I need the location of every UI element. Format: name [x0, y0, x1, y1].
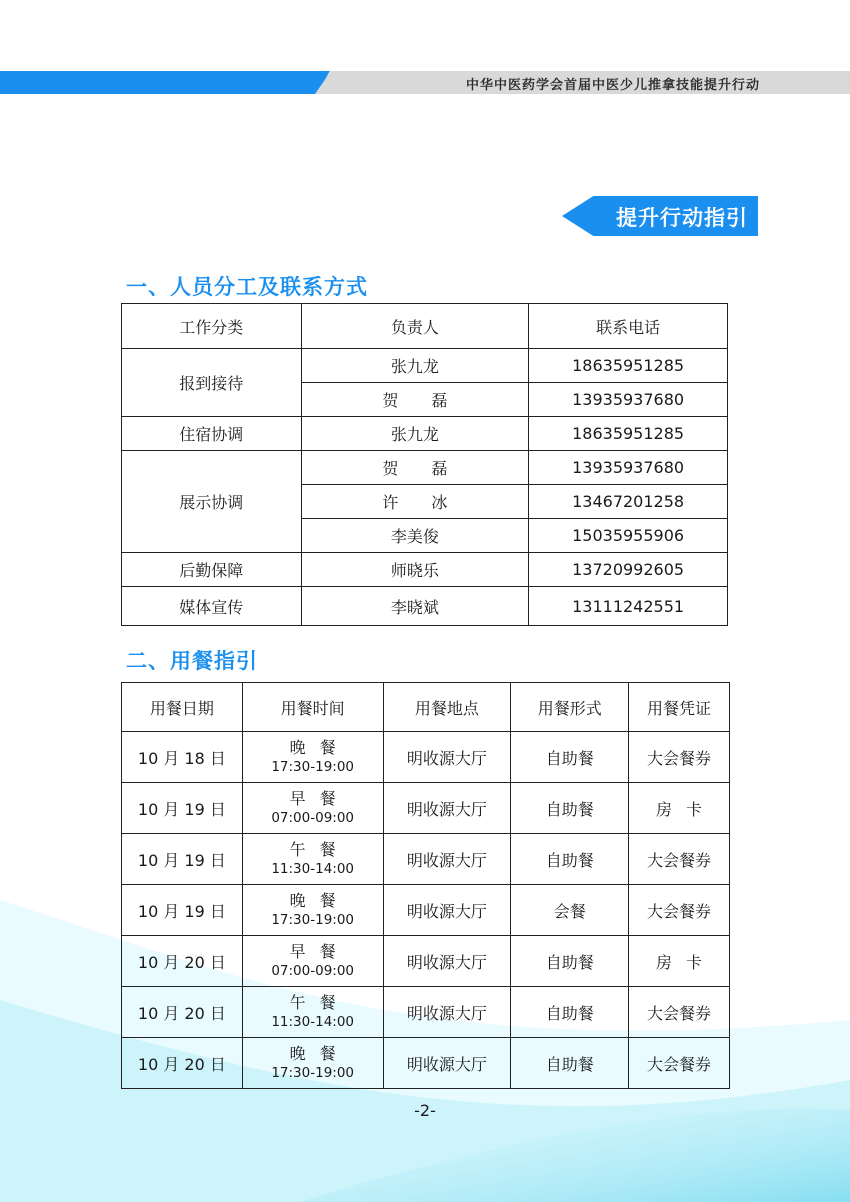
table-header-row — [122, 683, 730, 732]
voucher-cell — [629, 834, 730, 885]
phone-cell: 13467201258 — [529, 485, 728, 519]
voucher-cell — [629, 783, 730, 834]
voucher-text: 房卡 — [656, 952, 717, 972]
section1-title: 一、人员分工及联系方式 — [126, 275, 368, 299]
meal-time: 07:00-09:00 — [271, 963, 355, 979]
form-cell: 自助餐 — [511, 936, 629, 987]
date-cell: 10 月 19 日 — [122, 783, 243, 834]
form-cell: 会餐 — [511, 885, 629, 936]
phone-cell: 13935937680 — [529, 383, 728, 417]
column-header: 用餐日期 — [122, 683, 243, 732]
voucher-text: 大会餐券 — [647, 1054, 712, 1074]
column-header: 用餐凭证 — [629, 683, 730, 732]
name-cell: 许 冰 — [301, 485, 529, 519]
table-row — [122, 587, 728, 626]
meal-time: 11:30-14:00 — [271, 861, 355, 877]
column-header: 负责人 — [301, 304, 529, 349]
meal-time-cell — [242, 1038, 383, 1089]
voucher-cell — [629, 987, 730, 1038]
place-cell: 明收源大厅 — [383, 1038, 511, 1089]
name-cell: 贺 磊 — [301, 451, 529, 485]
name-cell: 张九龙 — [301, 417, 529, 451]
meal-time: 17:30-19:00 — [271, 1065, 355, 1081]
phone-cell: 13111242551 — [529, 587, 728, 626]
phone-cell: 15035955906 — [529, 519, 728, 553]
form-cell: 自助餐 — [511, 1038, 629, 1089]
place-cell: 明收源大厅 — [383, 936, 511, 987]
phone-cell: 18635951285 — [529, 417, 728, 451]
phone-cell: 18635951285 — [529, 349, 728, 383]
category-cell: 展示协调 — [122, 451, 302, 553]
form-cell: 自助餐 — [511, 987, 629, 1038]
header-title: 中华中医药学会首届中医少儿推拿技能提升行动 — [465, 78, 760, 93]
meal-time-cell — [242, 834, 383, 885]
meal-name: 午餐 — [289, 840, 350, 859]
table-row — [122, 732, 730, 783]
voucher-text: 大会餐券 — [647, 850, 712, 870]
column-header: 用餐形式 — [511, 683, 629, 732]
voucher-cell — [629, 1038, 730, 1089]
meal-name: 早餐 — [289, 789, 350, 808]
table-row — [122, 783, 730, 834]
date-cell: 10 月 20 日 — [122, 987, 243, 1038]
date-cell: 10 月 20 日 — [122, 936, 243, 987]
form-cell: 自助餐 — [511, 834, 629, 885]
table-row — [122, 936, 730, 987]
meal-name: 晚餐 — [289, 891, 350, 910]
section-badge — [562, 196, 758, 236]
place-cell: 明收源大厅 — [383, 987, 511, 1038]
voucher-cell — [629, 936, 730, 987]
name-cell: 李晓斌 — [301, 587, 529, 626]
meal-time-cell — [242, 987, 383, 1038]
table-row — [122, 553, 728, 587]
date-cell: 10 月 19 日 — [122, 885, 243, 936]
phone-cell: 13720992605 — [529, 553, 728, 587]
voucher-cell — [629, 885, 730, 936]
column-header: 联系电话 — [529, 304, 728, 349]
column-header: 用餐地点 — [383, 683, 511, 732]
meal-time: 07:00-09:00 — [271, 810, 355, 826]
place-cell: 明收源大厅 — [383, 732, 511, 783]
meal-name: 午餐 — [289, 993, 350, 1012]
category-cell: 后勤保障 — [122, 553, 302, 587]
name-cell: 贺 磊 — [301, 383, 529, 417]
table-row — [122, 885, 730, 936]
voucher-text: 大会餐券 — [647, 901, 712, 921]
table-row — [122, 349, 728, 383]
meal-time-cell — [242, 936, 383, 987]
name-cell: 师晓乐 — [301, 553, 529, 587]
column-header: 工作分类 — [122, 304, 302, 349]
meal-time: 11:30-14:00 — [271, 1014, 355, 1030]
table-header-row — [122, 304, 728, 349]
place-cell: 明收源大厅 — [383, 783, 511, 834]
date-cell: 10 月 20 日 — [122, 1038, 243, 1089]
voucher-cell — [629, 732, 730, 783]
table-row — [122, 1038, 730, 1089]
place-cell: 明收源大厅 — [383, 834, 511, 885]
meal-name: 晚餐 — [289, 738, 350, 757]
category-cell: 报到接待 — [122, 349, 302, 417]
header-blue-stripe — [0, 71, 330, 94]
form-cell: 自助餐 — [511, 732, 629, 783]
date-cell: 10 月 18 日 — [122, 732, 243, 783]
date-cell: 10 月 19 日 — [122, 834, 243, 885]
category-cell: 媒体宣传 — [122, 587, 302, 626]
meal-time-cell — [242, 732, 383, 783]
phone-cell: 13935937680 — [529, 451, 728, 485]
contact-table — [121, 303, 728, 626]
badge-text: 提升行动指引 — [616, 206, 748, 230]
table-row — [122, 834, 730, 885]
category-cell: 住宿协调 — [122, 417, 302, 451]
form-cell: 自助餐 — [511, 783, 629, 834]
table-row — [122, 417, 728, 451]
place-cell: 明收源大厅 — [383, 885, 511, 936]
meal-name: 晚餐 — [289, 1044, 350, 1063]
voucher-text: 大会餐券 — [647, 1003, 712, 1023]
name-cell: 李美俊 — [301, 519, 529, 553]
meal-time: 17:30-19:00 — [271, 759, 355, 775]
name-cell: 张九龙 — [301, 349, 529, 383]
meal-time: 17:30-19:00 — [271, 912, 355, 928]
header-bar — [0, 71, 850, 94]
voucher-text: 房卡 — [656, 799, 717, 819]
section2-title: 二、用餐指引 — [126, 649, 258, 673]
meal-table — [121, 682, 730, 1089]
table-row — [122, 987, 730, 1038]
meal-name: 早餐 — [289, 942, 350, 961]
page-number: -2- — [414, 1101, 436, 1120]
column-header: 用餐时间 — [242, 683, 383, 732]
meal-time-cell — [242, 783, 383, 834]
meal-time-cell — [242, 885, 383, 936]
voucher-text: 大会餐券 — [647, 748, 712, 768]
table-row — [122, 451, 728, 485]
